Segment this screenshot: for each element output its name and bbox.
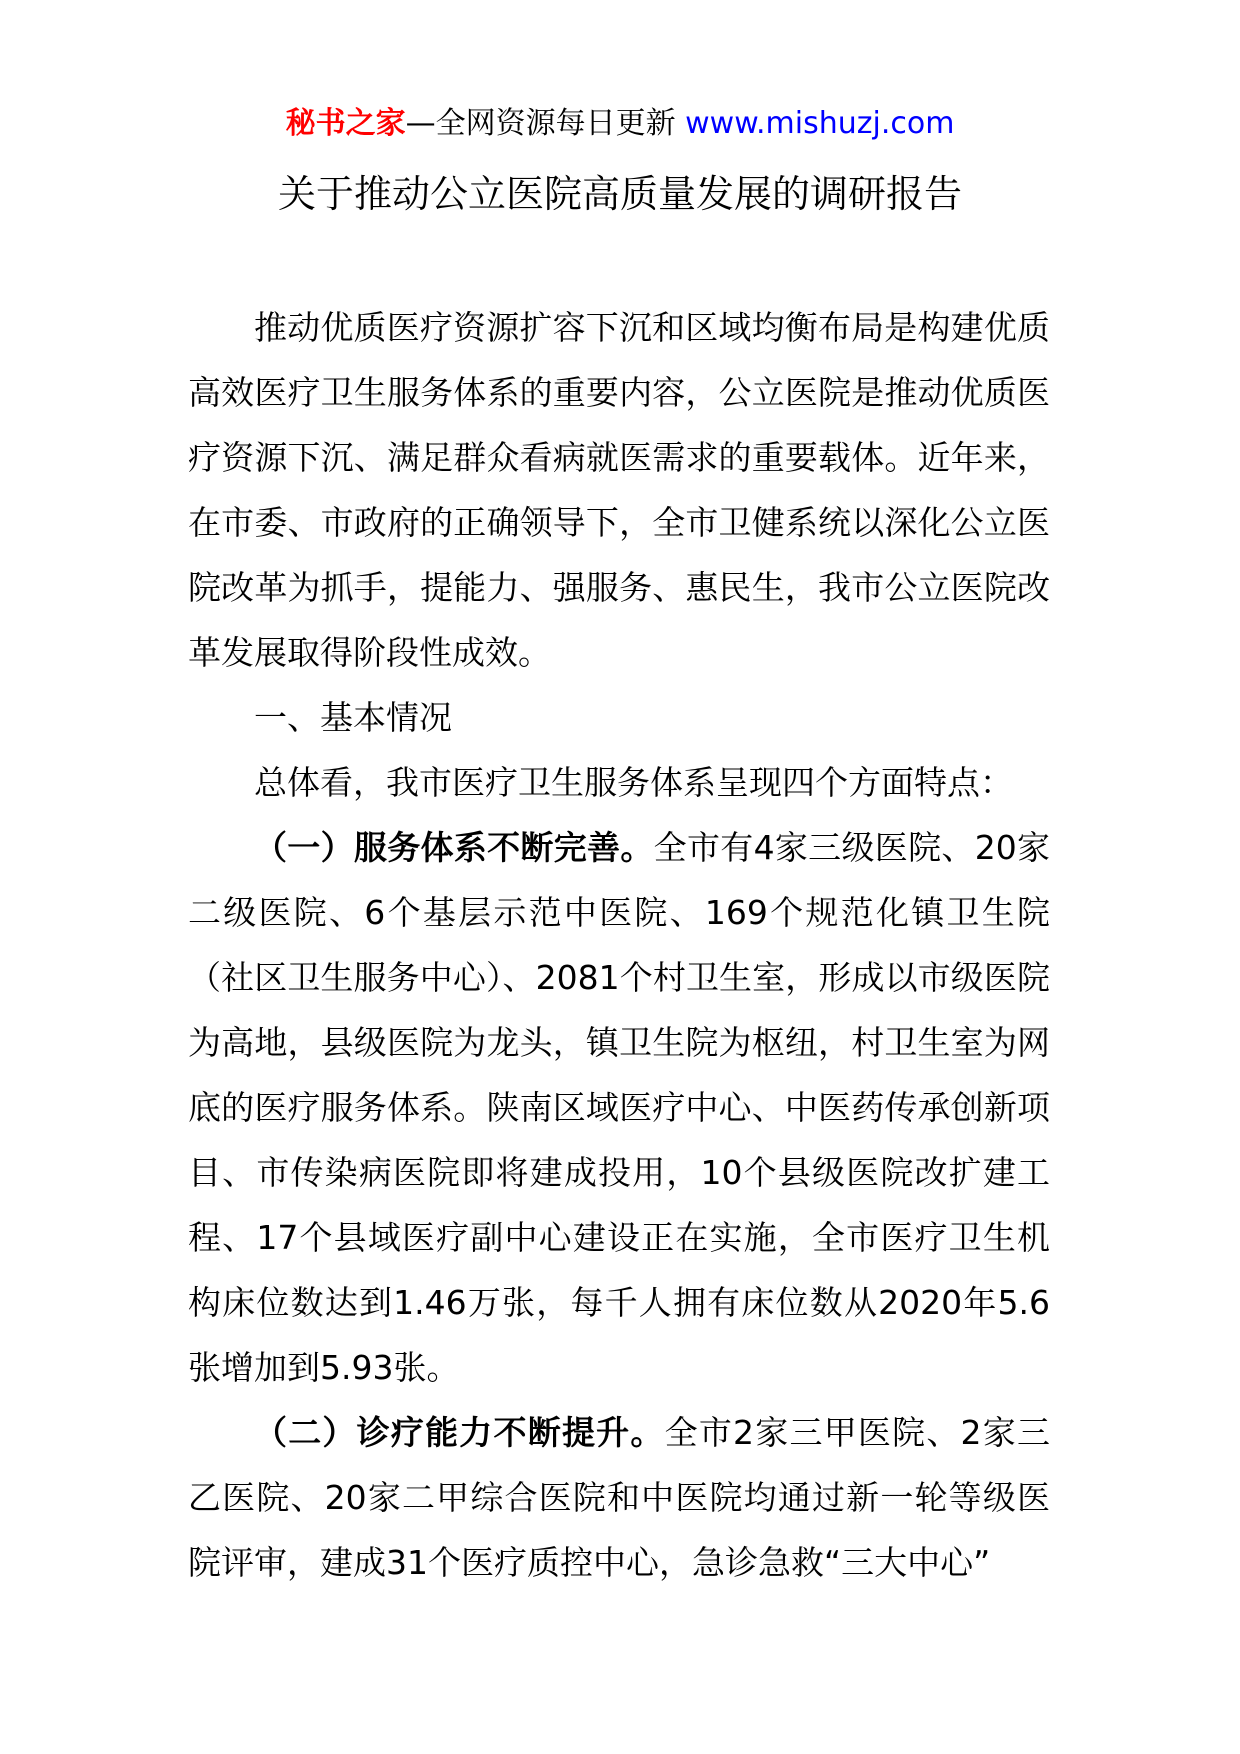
point-one-text: 全市有4家三级医院、20家二级医院、6个基层示范中医院、169个规范化镇卫生院（社区卫生服务中心）、2081个村卫生室，形成以市级医院为高地，县级医院为龙头，镇卫生院为枢纽，村卫生室为网底的医疗服务体系。陕南区域医疗中心、中医药传承创新项目、市传染病医院即将建成投用，10个县级医院改扩建工程、17个县域医疗副中心建设正在实施，全市医疗卫生机构床位数达到1.46万张，每千人拥有床位数从2020年5.6张增加到5.93张。 [188, 828, 1050, 1387]
site-url-link[interactable]: www.mishuzj.com [685, 106, 955, 141]
point-one-paragraph [188, 815, 1050, 1400]
site-header [0, 104, 1240, 144]
point-two-heading: （二）诊疗能力不断提升。 [254, 1413, 665, 1452]
brand-name: 秘书之家 [285, 106, 406, 141]
document-body [188, 295, 1050, 1595]
overview-paragraph: 总体看，我市医疗卫生服务体系呈现四个方面特点： [254, 763, 1013, 802]
intro-paragraph: 推动优质医疗资源扩容下沉和区域均衡布局是构建优质高效医疗卫生服务体系的重要内容，公立医院是推动优质医疗资源下沉、满足群众看病就医需求的重要载体。近年来，在市委、市政府的正确领导下，全市卫健系统以深化公立医院改革为抓手，提能力、强服务、惠民生，我市公立医院改革发展取得阶段性成效。 [188, 308, 1050, 672]
section-heading: 一、基本情况 [254, 698, 452, 737]
point-one-heading: （一）服务体系不断完善。 [254, 828, 654, 867]
header-tagline: —全网资源每日更新 [405, 106, 676, 141]
document-title: 关于推动公立医院高质量发展的调研报告 [277, 172, 962, 216]
point-two-paragraph [188, 1400, 1050, 1595]
point-two-text: 全市2家三甲医院、2家三乙医院、20家二甲综合医院和中医院均通过新一轮等级医院评审，建成31个医疗质控中心，急诊急救“三大中心” [188, 1413, 1050, 1582]
